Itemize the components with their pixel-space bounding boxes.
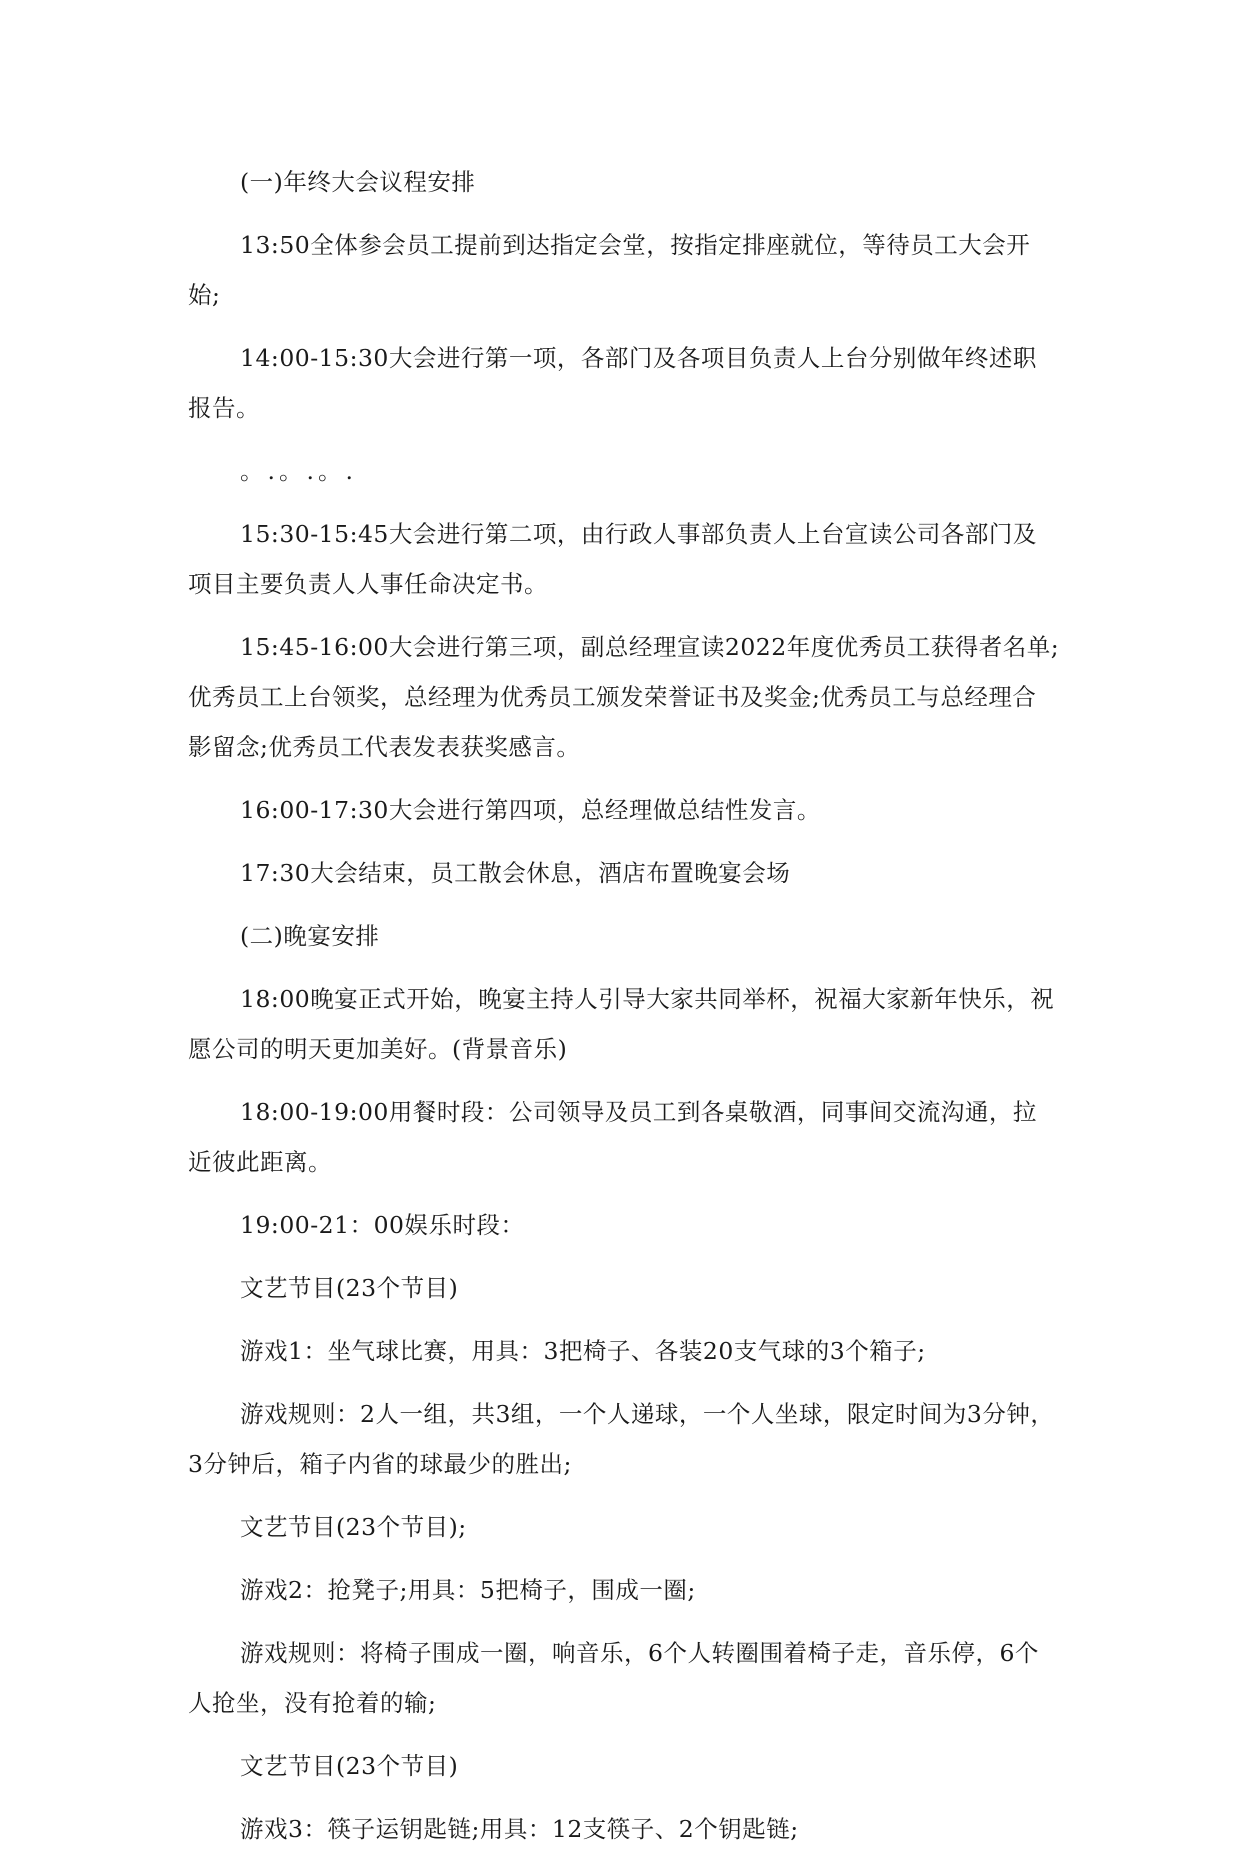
agenda-item-1530: 15:30-15:45大会进行第二项，由行政人事部负责人上台宣读公司各部门及项目主要负责人人事任命决定书。	[188, 520, 1037, 598]
performance-item-1: 文艺节目(23个节目)	[240, 1274, 459, 1302]
game-2: 游戏2：抢凳子;用具：5把椅子，围成一圈;	[240, 1576, 696, 1604]
performance-item-3: 文艺节目(23个节目)	[240, 1752, 459, 1780]
agenda-item-1600: 16:00-17:30大会进行第四项，总经理做总结性发言。	[240, 796, 821, 824]
banquet-item-dining: 18:00-19:00用餐时段：公司领导及员工到各桌敬酒，同事间交流沟通，拉近彼此距离。	[188, 1098, 1037, 1176]
game-1: 游戏1：坐气球比赛，用具：3把椅子、各装20支气球的3个箱子;	[240, 1337, 926, 1365]
agenda-item-1400: 14:00-15:30大会进行第一项，各部门及各项目负责人上台分别做年终述职报告。	[188, 344, 1037, 422]
banquet-item-entertainment: 19:00-21：00娱乐时段：	[240, 1211, 525, 1239]
game-2-rules: 游戏规则：将椅子围成一圈，响音乐，6个人转圈围着椅子走，音乐停，6个人抢坐，没有抢着的输;	[188, 1639, 1039, 1717]
game-1-rules: 游戏规则：2人一组，共3组，一个人递球，一个人坐球，限定时间为3分钟，3分钟后，箱子内省的球最少的胜出;	[188, 1400, 1055, 1478]
ellipsis-separator: 。.。.。.	[240, 457, 357, 485]
performance-item-2: 文艺节目(23个节目);	[240, 1513, 467, 1541]
banquet-item-1800: 18:00晚宴正式开始，晚宴主持人引导大家共同举杯，祝福大家新年快乐，祝愿公司的明天更加美好。(背景音乐)	[188, 985, 1055, 1063]
section-heading-agenda: (一)年终大会议程安排	[240, 168, 476, 196]
agenda-item-1350: 13:50全体参会员工提前到达指定会堂，按指定排座就位，等待员工大会开始;	[188, 231, 1031, 309]
game-3: 游戏3：筷子运钥匙链;用具：12支筷子、2个钥匙链;	[240, 1815, 799, 1843]
document-page	[188, 157, 1060, 1867]
agenda-item-1730: 17:30大会结束，员工散会休息，酒店布置晚宴会场	[240, 859, 791, 887]
section-heading-banquet: (二)晚宴安排	[240, 922, 380, 950]
agenda-item-1545: 15:45-16:00大会进行第三项，副总经理宣读2022年度优秀员工获得者名单;优秀员工上台领奖，总经理为优秀员工颁发荣誉证书及奖金;优秀员工与总经理合影留念;优秀员工代表发表获奖感言。	[188, 633, 1060, 761]
